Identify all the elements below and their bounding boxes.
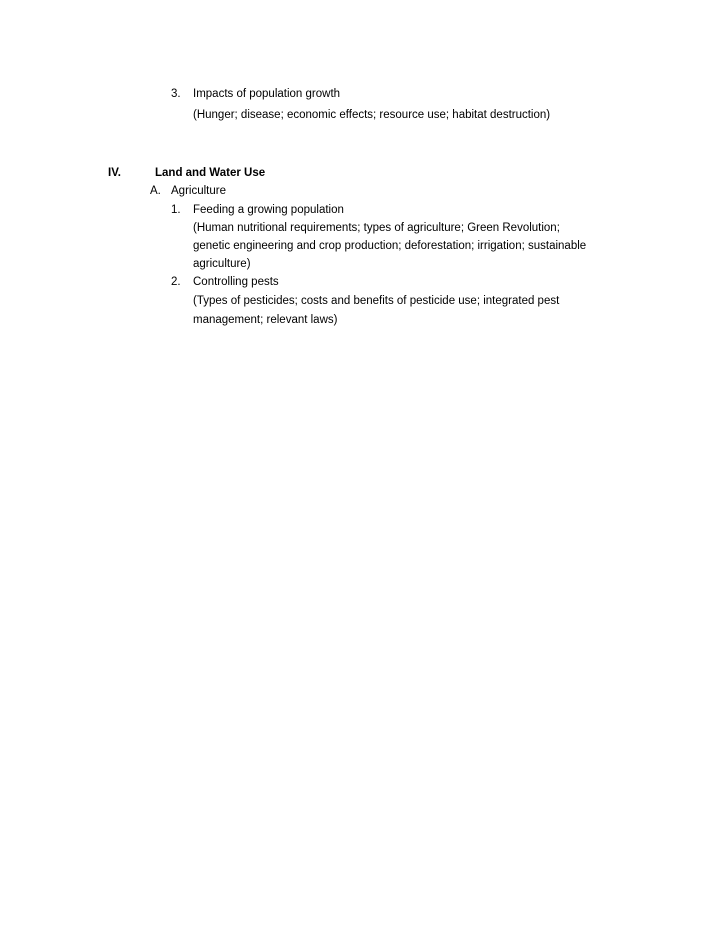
subsection-title: Agriculture [171, 185, 226, 197]
section-title: Land and Water Use [155, 167, 266, 179]
item-detail: (Types of pesticides; costs and benefits of pesticide use; integrated pest [193, 295, 560, 307]
item-detail: (Hunger; disease; economic effects; resource use; habitat destruction) [193, 109, 551, 121]
item-number: 3. [171, 88, 181, 100]
item-detail: (Human nutritional requirements; types of agriculture; Green Revolution; [193, 222, 560, 234]
item-detail: agriculture) [193, 258, 251, 270]
item-title: Feeding a growing population [193, 204, 344, 216]
item-title: Controlling pests [193, 276, 279, 288]
item-detail: genetic engineering and crop production; deforestation; irrigation; sustainable [193, 240, 587, 252]
item-number: 2. [171, 276, 181, 288]
item-detail: management; relevant laws) [193, 314, 338, 326]
item-number: 1. [171, 204, 181, 216]
subsection-letter: A. [150, 185, 161, 197]
section-numeral: IV. [108, 167, 122, 179]
item-title: Impacts of population growth [193, 88, 341, 100]
